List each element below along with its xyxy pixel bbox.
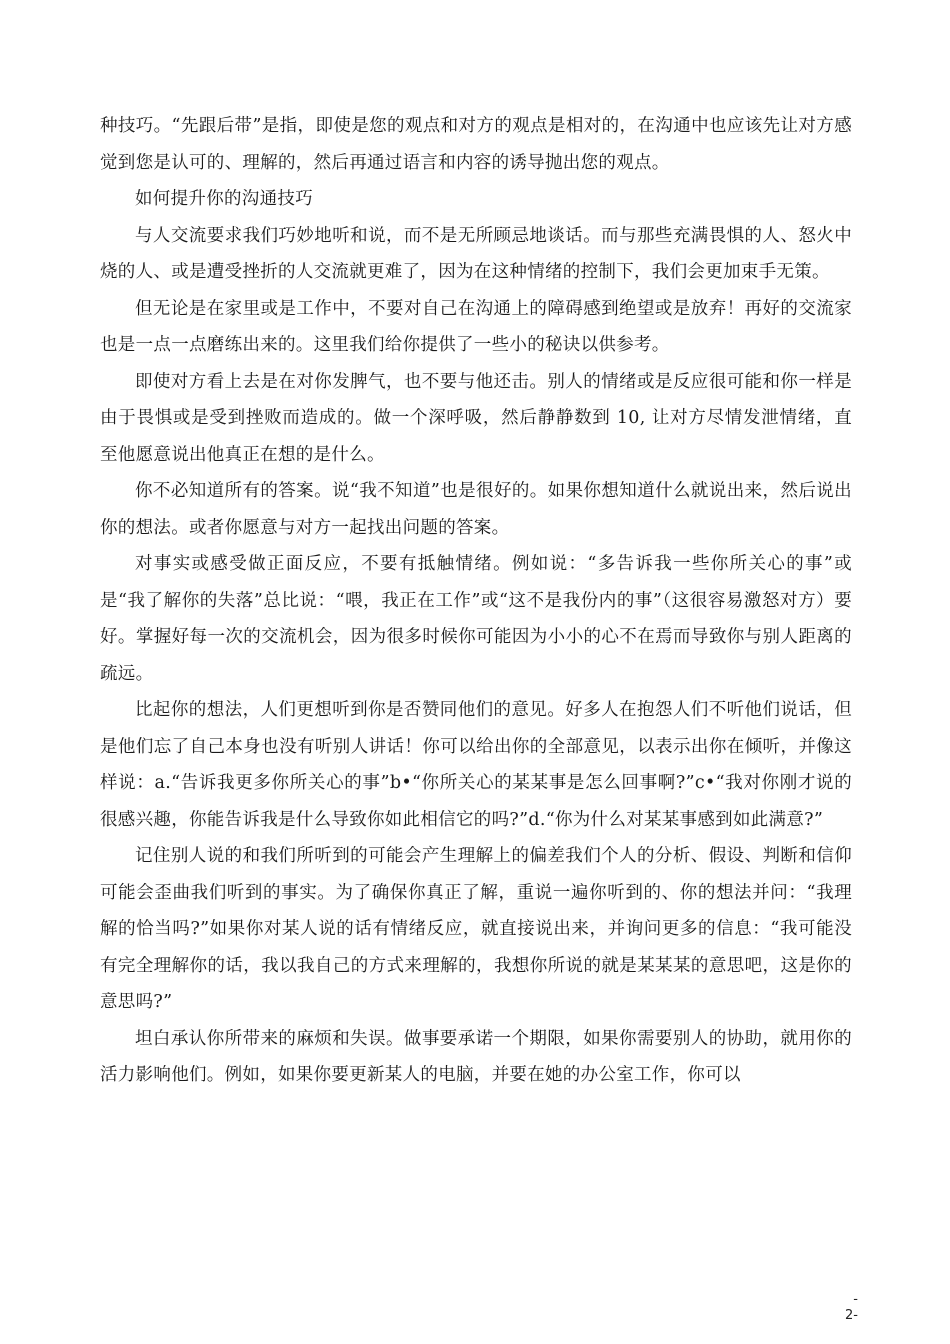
paragraph: 对事实或感受做正面反应，不要有抵触情绪。例如说：“多告诉我一些你所关心的事”或是“我了解你的失落”总比说：“喂，我正在工作”或“这不是我份内的事”（这很容易激怒对方）要好。掌握好每一次的交流机会，因为很多时候你可能因为小小的心不在焉而导致你与别人距离的疏远。 <box>100 554 852 684</box>
page-number: 2- <box>845 1308 858 1323</box>
section-heading: 如何提升你的沟通技巧 <box>135 189 313 209</box>
paragraph: 种技巧。“先跟后带”是指，即使是您的观点和对方的观点是相对的，在沟通中也应该先让对方感觉到您是认可的、理解的，然后再通过语言和内容的诱导抛出您的观点。 <box>100 116 852 173</box>
paragraph: 但无论是在家里或是工作中，不要对自己在沟通上的障碍感到绝望或是放弃！再好的交流家也是一点一点磨练出来的。这里我们给你提供了一些小的秘诀以供参考。 <box>100 298 852 355</box>
paragraph: 比起你的想法，人们更想听到你是否赞同他们的意见。好多人在抱怨人们不听他们说话，但是他们忘了自己本身也没有听别人讲话！你可以给出你的全部意见，以表示出你在倾听，并像这样说：a.“告诉我更多你所关心的事”b•“你所关心的某某事是怎么回事啊?”c•“我对你刚才说的很感兴趣，你能告诉我是什么导致你如此相信它的吗?”d.“你为什么对某某事感到如此满意?” <box>100 700 852 830</box>
paragraph: 记住别人说的和我们所听到的可能会产生理解上的偏差我们个人的分析、假设、判断和信仰可能会歪曲我们听到的事实。为了确保你真正了解，重说一遍你听到的、你的想法并问：“我理解的恰当吗?”如果你对某人说的话有情绪反应，就直接说出来，并询问更多的信息：“我可能没有完全理解你的话，我以我自己的方式来理解的，我想你所说的就是某某某的意思吧，这是你的意思吗?” <box>100 846 852 1012</box>
paragraph: 你不必知道所有的答案。说“我不知道”也是很好的。如果你想知道什么就说出来，然后说出你的想法。或者你愿意与对方一起找出问题的答案。 <box>100 481 852 538</box>
page-footer <box>845 1292 858 1324</box>
document-body <box>100 108 852 1094</box>
paragraph: 即使对方看上去是在对你发脾气，也不要与他还击。别人的情绪或是反应很可能和你一样是由于畏惧或是受到挫败而造成的。做一个深呼吸，然后静静数到 10, 让对方尽情发泄情绪，直至他愿意说出他真正在想的是什么。 <box>100 371 852 465</box>
footer-dash: - <box>853 1292 858 1307</box>
paragraph: 坦白承认你所带来的麻烦和失误。做事要承诺一个期限，如果你需要别人的协助，就用你的活力影响他们。例如，如果你要更新某人的电脑，并要在她的办公室工作，你可以 <box>100 1028 852 1085</box>
paragraph: 与人交流要求我们巧妙地听和说，而不是无所顾忌地谈话。而与那些充满畏惧的人、怒火中烧的人、或是遭受挫折的人交流就更难了，因为在这种情绪的控制下，我们会更加束手无策。 <box>100 225 852 282</box>
